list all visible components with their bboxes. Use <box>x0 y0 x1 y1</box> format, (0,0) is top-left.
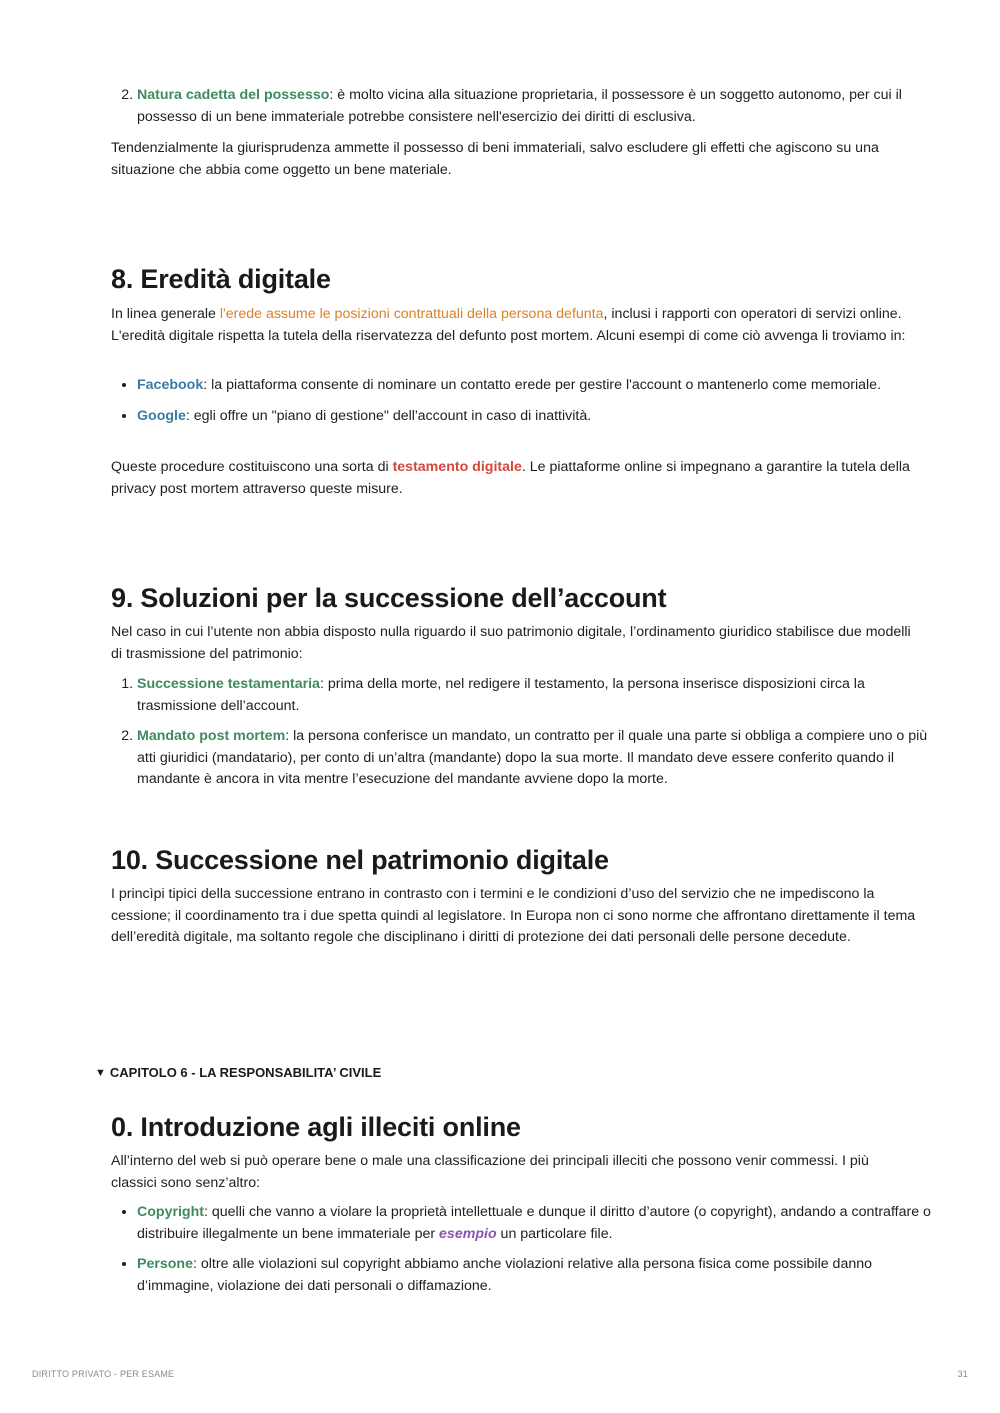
text-span: . Le piattaforme online si impegnano a garantire la tutela della privacy post mortem attraverso queste misure. <box>111 459 910 497</box>
paragraph: I princìpi tipici della successione entrano in contrasto con i termini e le condizioni d’uso del servizio che ne impediscono la cessione; il coordinamento tra i due spetta quindi al legislatore. In Europa non ci sono norme che affrontano direttamente il tema dell’eredità digitale, ma soltanto regole che disciplinano i diritti di protezione dei dati personali delle persone decedute. <box>111 886 916 946</box>
text-span: Queste procedure costituiscono una sorta di <box>111 459 393 475</box>
list-term: Google <box>137 407 186 424</box>
list-item <box>137 726 942 791</box>
section-heading: 0. Introduzione agli illeciti online <box>111 1112 521 1142</box>
list-item <box>137 375 942 397</box>
paragraph: All’interno del web si può operare bene o male una classificazione dei principali illeciti che possono venir commessi. I più classici sono senz’altro: <box>111 1153 869 1191</box>
section-heading: 8. Eredità digitale <box>111 264 331 294</box>
list-item <box>137 85 942 128</box>
possession-list <box>111 85 942 137</box>
list-term: Copyright <box>137 1204 204 1220</box>
list-term: Mandato post mortem <box>137 728 286 745</box>
list-term: Persone <box>137 1256 193 1273</box>
list-item <box>137 1202 942 1245</box>
succession-models-list <box>111 674 942 800</box>
list-term: Natura cadetta del possesso <box>137 87 330 103</box>
paragraph <box>111 457 916 500</box>
list-text: : oltre alle violazioni sul copyright abbiamo anche violazioni relative alla persona fisica come possibile danno d’immagine, violazione dei dati personali o diffamazione. <box>137 1256 873 1294</box>
emphasis-text: esempio <box>439 1225 497 1242</box>
text-span: , inclusi i rapporti con operatori di servizi online. L'eredità digitale rispetta la tutela della riservatezza del defunto post mortem. Alcuni esempi di come ciò avvenga li troviamo in: <box>111 306 906 344</box>
highlight-text: l'erede assume le posizioni contrattuali della persona defunta <box>219 306 604 322</box>
list-term: Facebook <box>137 377 204 393</box>
triangle-down-icon[interactable]: ▼ <box>95 1066 106 1079</box>
list-item <box>137 674 942 717</box>
paragraph: Nel caso in cui l’utente non abbia disposto nulla riguardo il suo patrimonio digitale, l’ordinamento giuridico stabilisce due modelli di trasmissione del patrimonio: <box>111 624 911 662</box>
list-term: Successione testamentaria <box>137 676 320 692</box>
paragraph: Tendenzialmente la giurisprudenza ammette il possesso di beni immateriali, salvo escludere gli effetti che agiscono su una situazione che abbia come oggetto un bene materiale. <box>111 140 879 178</box>
chapter-toggle-label: CAPITOLO 6 - LA RESPONSABILITA’ CIVILE <box>109 1065 382 1080</box>
list-text: : quelli che vanno a violare la proprietà intellettuale e dunque il diritto d’autore (o copyright), andando a contraffare o distribuire illegalmente un bene immateriale per <box>137 1204 931 1242</box>
page-number: 31 <box>957 1369 968 1379</box>
list-text: : prima della morte, nel redigere il testamento, la persona inserisce disposizioni circa la trasmissione dell’account. <box>137 676 865 714</box>
list-text: : egli offre un "piano di gestione" dell'account in caso di inattività. <box>185 407 592 424</box>
text-span: In linea generale <box>111 306 220 322</box>
section-heading: 9. Soluzioni per la successione dell’account <box>111 583 667 613</box>
list-item <box>137 1254 942 1297</box>
paragraph <box>111 304 916 347</box>
list-text: : è molto vicina alla situazione proprietaria, il possessore è un soggetto autonomo, per cui il possesso di un bene immateriale potrebbe consistere nell'esercizio dei diritti di esclusiva. <box>137 87 902 125</box>
examples-list <box>111 375 942 436</box>
list-text: : la piattaforma consente di nominare un contatto erede per gestire l'account o mantenerlo come memoriale. <box>203 377 882 393</box>
footer-title: DIRITTO PRIVATO - PER ESAME <box>32 1369 175 1379</box>
illeciti-list <box>111 1202 942 1306</box>
highlight-text: testamento digitale <box>392 459 522 475</box>
list-text: : la persona conferisce un mandato, un contratto per il quale una parte si obbliga a compiere uno o più atti giuridici (mandatario), per conto di un’altra (mandante) dopo la sua morte. Il mandato deve essere conferito quando il mandante è ancora in vita mentre l’esecuzione del mandante avviene dopo la morte. <box>137 728 928 788</box>
list-item <box>137 406 942 428</box>
chapter-toggle[interactable] <box>95 1065 381 1080</box>
list-text: un particolare file. <box>496 1225 613 1242</box>
section-heading: 10. Successione nel patrimonio digitale <box>111 845 609 875</box>
